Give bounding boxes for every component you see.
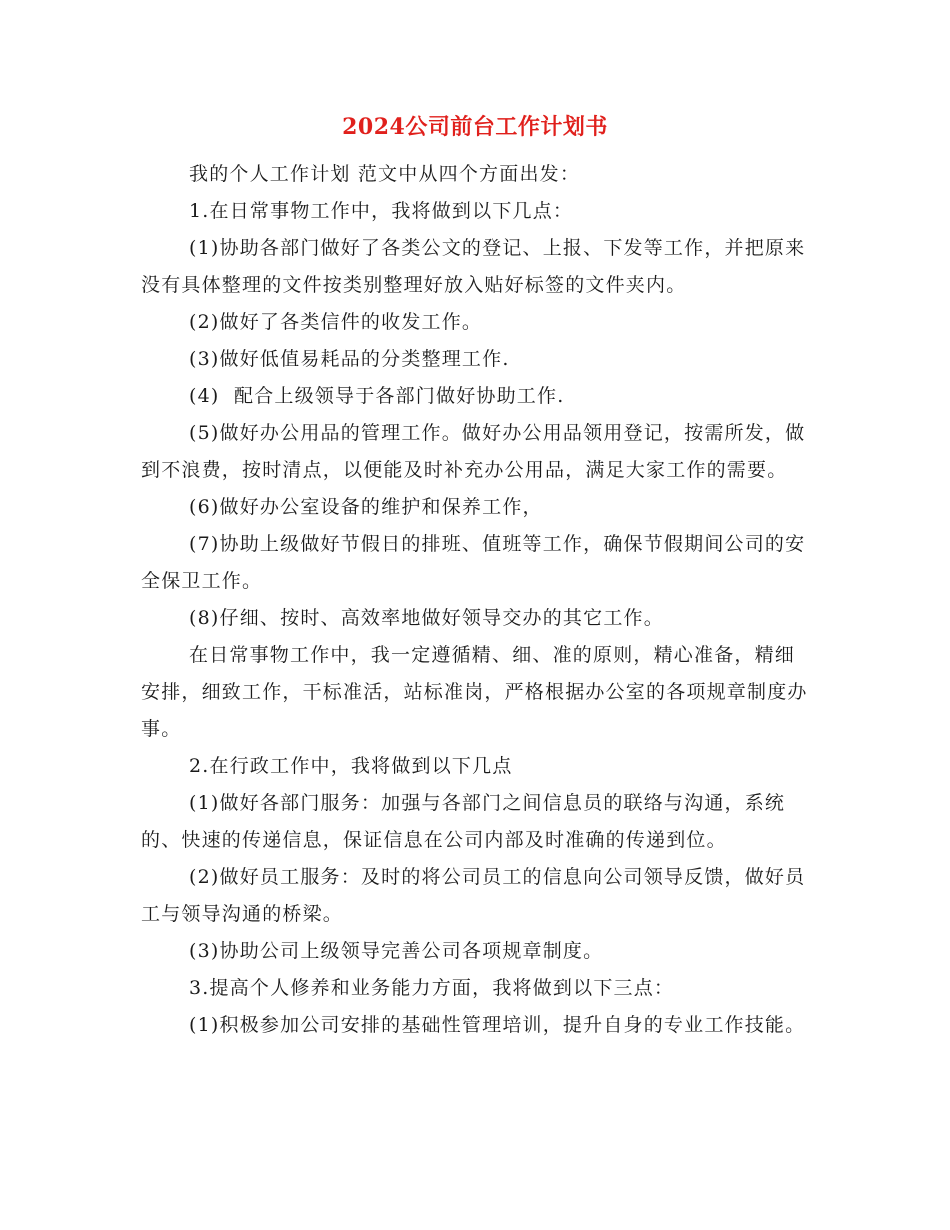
paragraph: (7)协助上级做好节假日的排班、值班等工作，确保节假期间公司的安全保卫工作。 [141, 533, 806, 592]
paragraph: (1)积极参加公司安排的基础性管理培训，提升自身的专业工作技能。 [189, 1014, 806, 1036]
paragraph: 3.提高个人修养和业务能力方面，我将做到以下三点： [189, 977, 675, 999]
paragraph: (4) 配合上级领导于各部门做好协助工作. [189, 385, 565, 407]
paragraph: 1.在日常事物工作中，我将做到以下几点： [189, 200, 574, 222]
paragraph: 2.在行政工作中，我将做到以下几点 [189, 755, 513, 777]
document-title: 2024公司前台工作计划书 [342, 114, 608, 140]
paragraph: (3)做好低值易耗品的分类整理工作. [189, 348, 510, 370]
paragraph: 在日常事物工作中，我一定遵循精、细、准的原则，精心准备，精细安排，细致工作，干标准活，站标准岗，严格根据办公室的各项规章制度办事。 [141, 644, 808, 740]
paragraph: (3)协助公司上级领导完善公司各项规章制度。 [189, 940, 604, 962]
paragraph: (6)做好办公室设备的维护和保养工作， [189, 496, 543, 518]
paragraph: (5)做好办公用品的管理工作。做好办公用品领用登记，按需所发，做到不浪费，按时清点，以便能及时补充办公用品，满足大家工作的需要。 [141, 422, 806, 481]
paragraph: (1)做好各部门服务：加强与各部门之间信息员的联络与沟通，系统的、快速的传递信息，保证信息在公司内部及时准确的传递到位。 [141, 792, 786, 851]
paragraph: (8)仔细、按时、高效率地做好领导交办的其它工作。 [189, 607, 664, 629]
paragraph: (2)做好员工服务：及时的将公司员工的信息向公司领导反馈，做好员工与领导沟通的桥梁。 [141, 866, 806, 925]
paragraph: (2)做好了各类信件的收发工作。 [189, 311, 483, 333]
paragraph: (1)协助各部门做好了各类公文的登记、上报、下发等工作，并把原来没有具体整理的文件按类别整理好放入贴好标签的文件夹内。 [141, 237, 806, 296]
document-body [141, 156, 811, 1044]
paragraph: 我的个人工作计划 范文中从四个方面出发： [189, 163, 581, 185]
